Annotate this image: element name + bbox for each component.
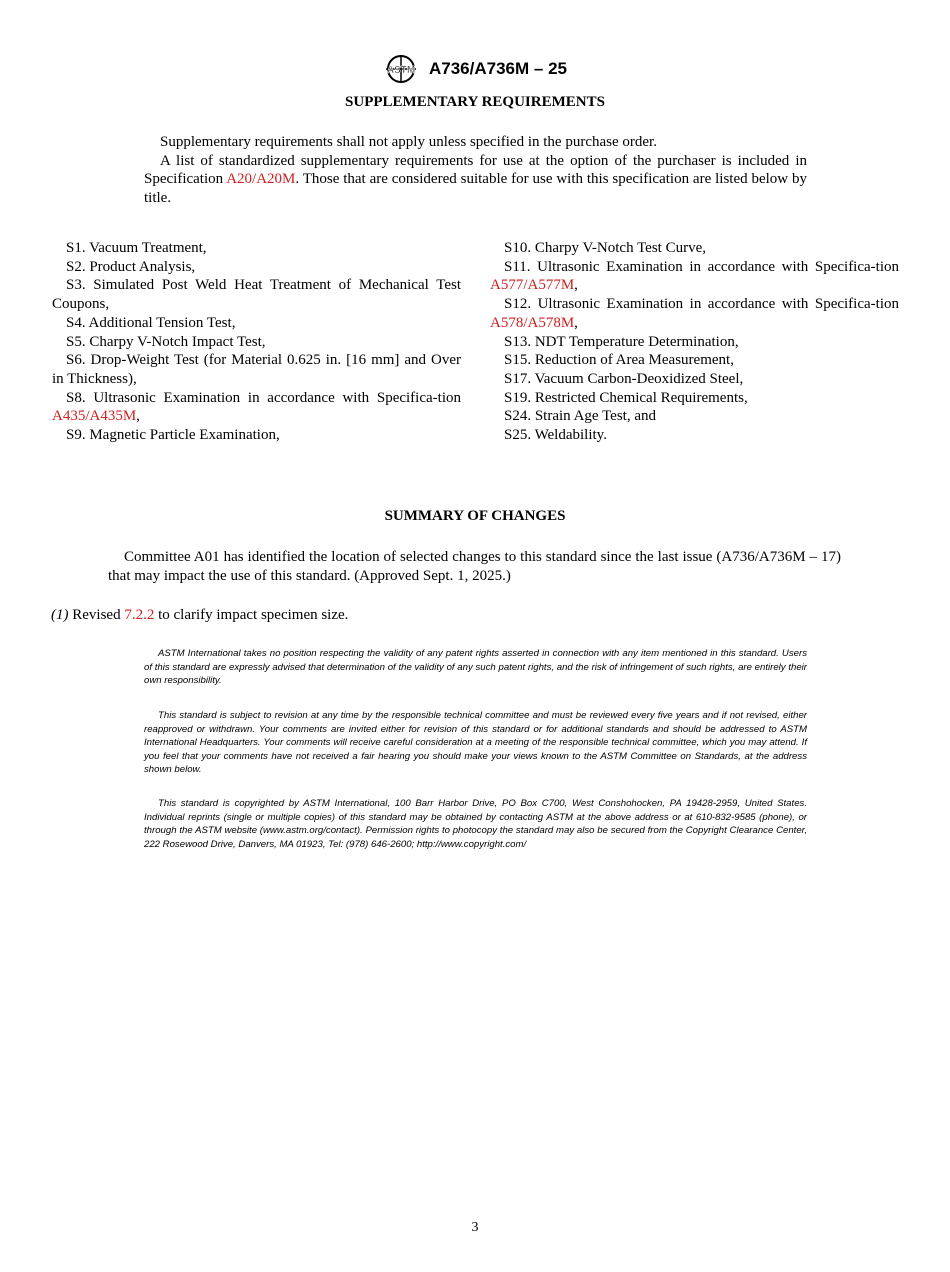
intro-text-after: . Those that are considered suitable for use with this specification are listed below by title. <box>144 171 807 207</box>
requirement-item-left <box>52 426 461 445</box>
requirement-item-right <box>490 351 899 370</box>
requirement-text: S8. Ultrasonic Examination in accordance with Specifica-tion <box>66 389 461 406</box>
summary-heading: SUMMARY OF CHANGES <box>384 508 566 524</box>
requirement-item-right <box>490 426 899 445</box>
requirement-text: S13. NDT Temperature Determination, <box>504 333 739 350</box>
copyright-notice <box>144 797 807 851</box>
requirement-item-right <box>490 333 899 352</box>
requirement-item-right <box>490 407 899 426</box>
change-text-before: Revised <box>68 607 125 623</box>
requirement-text: S17. Vacuum Carbon-Deoxidized Steel, <box>504 370 744 387</box>
supplementary-list-right <box>490 239 899 445</box>
requirement-item-right <box>490 239 899 258</box>
requirement-text: S2. Product Analysis, <box>66 258 196 275</box>
requirement-text: S24. Strain Age Test, and <box>504 408 656 425</box>
requirement-item-right <box>490 370 899 389</box>
requirement-text: S6. Drop-Weight Test (for Material 0.625 in. [16 mm] and Over in Thickness), <box>52 352 461 387</box>
supplementary-intro <box>144 133 807 208</box>
link-7-2-2[interactable]: 7.2.2 <box>124 607 155 623</box>
requirement-text: S9. Magnetic Particle Examination, <box>66 427 280 444</box>
astm-logo-icon <box>383 54 419 84</box>
requirement-text: S11. Ultrasonic Examination in accordance with Specifica-tion <box>504 258 899 275</box>
supplementary-heading: SUPPLEMENTARY REQUIREMENTS <box>345 94 605 110</box>
change-item-1 <box>51 607 348 624</box>
requirement-item-right <box>490 258 899 295</box>
requirement-punctuation: , <box>136 408 140 425</box>
requirement-item-left <box>52 276 461 313</box>
requirement-text: S10. Charpy V-Notch Test Curve, <box>504 240 707 256</box>
page-number: 3 <box>471 1220 479 1235</box>
intro-text-before: A list of standardized supplementary requirements for use at the option of the purchaser is included in Specification <box>144 152 807 188</box>
summary-paragraph: Committee A01 has identified the location of selected changes to this standard since the last issue (A736/A736M – 17) that may impact the use of this standard. (Approved Sept. 1, 2025.) <box>108 549 841 584</box>
intro-paragraph-2 <box>144 152 807 208</box>
requirement-item-right <box>490 295 899 332</box>
requirement-text: S25. Weldability. <box>504 427 607 444</box>
requirement-text: S1. Vacuum Treatment, <box>66 240 207 256</box>
requirement-text: S12. Ultrasonic Examination in accordance with Specifica-tion <box>504 296 899 313</box>
requirement-item-left <box>52 389 461 426</box>
supplementary-list-left <box>52 239 461 445</box>
requirement-text: S5. Charpy V-Notch Impact Test, <box>66 333 266 350</box>
revision-notice <box>144 709 807 777</box>
specification-link[interactable]: A578/A578M <box>490 314 575 331</box>
change-text-after: to clarify impact specimen size. <box>154 607 349 623</box>
change-number: (1) <box>51 607 69 623</box>
requirement-item-left <box>52 333 461 352</box>
requirement-item-left <box>52 239 461 258</box>
logo-lettering: ASTM <box>386 65 416 76</box>
specification-link[interactable]: A435/A435M <box>52 408 137 425</box>
requirement-punctuation: , <box>574 277 578 294</box>
requirement-text: S19. Restricted Chemical Requirements, <box>504 389 748 406</box>
specification-link[interactable]: A577/A577M <box>490 277 575 294</box>
patent-notice-text: ASTM International takes no position respecting the validity of any patent rights asserted in connection with any item mentioned in this standard. Users of this standard are expressly advised that determination of the validity of any such patent rights, and the risk of infringement of such rights, are entirely their own responsibility. <box>144 648 807 686</box>
requirement-text: S4. Additional Tension Test, <box>66 314 236 331</box>
link-a20[interactable]: A20/A20M <box>226 171 296 188</box>
revision-notice-text: This standard is subject to revision at any time by the responsible technical committee and must be reviewed every five years and if not revised, either reapproved or withdrawn. Your comments are invited either for revision of this standard or for additional standards and should be addressed to ASTM International Headquarters. Your comments will receive careful consideration at a meeting of the responsible technical committee, which you may attend. If you feel that your comments have not received a fair hearing you should make your views known to the ASTM Committee on Standards, at the address shown below. <box>144 710 807 775</box>
requirement-item-right <box>490 389 899 408</box>
page-header <box>0 54 950 84</box>
patent-notice <box>144 647 807 688</box>
requirement-item-left <box>52 258 461 277</box>
copyright-notice-text: This standard is copyrighted by ASTM International, 100 Barr Harbor Drive, PO Box C700, West Conshohocken, PA 19428-2959, United States. Individual reprints (single or multiple copies) of this standard may be obtained by contacting ASTM at the above address or at 610-832-9585 (phone), or through the ASTM website (www.astm.org/contact). Permission rights to photocopy the standard may also be secured from the Copyright Clearance Center, 222 Rosewood Drive, Danvers, MA 01923, Tel: (978) 646-2600; http://www.copyright.com/ <box>144 798 807 850</box>
standard-designation: A736/A736M – 25 <box>429 59 567 78</box>
intro-paragraph-1: Supplementary requirements shall not apply unless specified in the purchase order. <box>160 134 657 150</box>
requirement-text: S15. Reduction of Area Measurement, <box>504 352 734 369</box>
requirement-item-left <box>52 351 461 388</box>
requirement-text: S3. Simulated Post Weld Heat Treatment of Mechanical Test Coupons, <box>52 277 461 313</box>
requirement-item-left <box>52 314 461 333</box>
requirement-punctuation: , <box>574 314 578 331</box>
